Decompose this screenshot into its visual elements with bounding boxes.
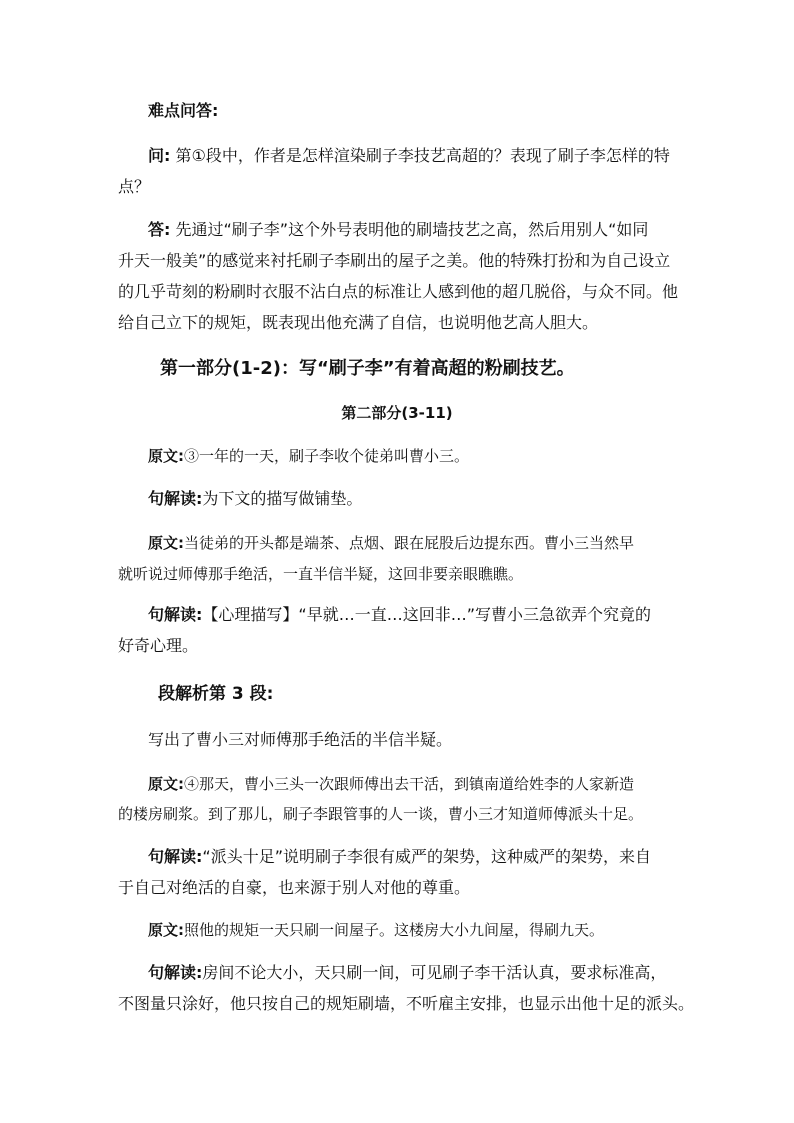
interpretation-content-3a: “派头十足”说明刷子李很有威严的架势，这种威严的架势，来自 xyxy=(202,847,651,866)
answer-line-3: 的几乎苛刻的粉刷时衣服不沾白点的标准让人感到他的超几脱俗，与众不同。他 xyxy=(118,282,679,301)
original-text-3-line-1 xyxy=(148,769,688,799)
part1-heading: 第一部分(1-2)：写“刷子李”有着高超的粉刷技艺。 xyxy=(160,358,575,379)
part2-heading: 第二部分(3-11) xyxy=(341,404,453,422)
interpretation-content-2a: 【心理描写】“早就…一直…这回非…”写曹小三急欲弄个究竟的 xyxy=(202,605,651,624)
original-text-2-line-1 xyxy=(148,528,688,558)
original-text-1 xyxy=(148,441,688,471)
answer-text-1: 先通过“刷子李”这个外号表明他的刷墙技艺之高，然后用别人“如同 xyxy=(175,220,649,239)
segment3-heading: 段解析第 3 段: xyxy=(158,684,274,704)
original-label-3: 原文: xyxy=(148,775,184,793)
interpretation-2-line-1 xyxy=(148,600,688,630)
interpretation-label-4: 句解读: xyxy=(148,963,203,982)
question-label: 问: xyxy=(148,146,171,165)
original-text-2-line-2: 就听说过师傅那手绝活，一直半信半疑，这回非要亲眼瞧瞧。 xyxy=(118,565,524,583)
question-text-1: 第①段中，作者是怎样渲染刷子李技艺高超的？表现了刷子李怎样的特 xyxy=(175,146,670,165)
original-text-3-line-2: 的楼房刷浆。到了那儿，刷子李跟管事的人一谈，曹小三才知道师傅派头十足。 xyxy=(118,805,644,823)
original-content-3a: ④那天，曹小三头一次跟师傅出去干活，到镇南道给姓李的人家新造 xyxy=(184,775,635,793)
original-label-2: 原文: xyxy=(148,534,184,552)
interpretation-label-3: 句解读: xyxy=(148,847,203,866)
interpretation-1 xyxy=(148,484,688,514)
interpretation-3-line-2: 于自己对绝活的自豪，也来源于别人对他的尊重。 xyxy=(118,878,471,897)
question-line-2: 点？ xyxy=(118,177,151,196)
original-content-1: ③一年的一天，刷子李收个徒弟叫曹小三。 xyxy=(184,447,470,465)
original-label-1: 原文: xyxy=(148,447,184,465)
answer-line-2: 升天一般美”的感觉来衬托刷子李刷出的屋子之美。他的特殊打扮和为自己设立 xyxy=(118,251,671,270)
interpretation-2-line-2: 好奇心理。 xyxy=(118,636,199,655)
answer-label: 答: xyxy=(148,220,171,239)
segment3-summary: 写出了曹小三对师傅那手绝活的半信半疑。 xyxy=(148,730,453,749)
original-content-4: 照他的规矩一天只刷一间屋子。这楼房大小九间屋，得刷九天。 xyxy=(184,921,605,939)
original-label-4: 原文: xyxy=(148,921,184,939)
interpretation-3-line-1 xyxy=(148,842,688,872)
original-content-2a: 当徒弟的开头都是端茶、点烟、跟在屁股后边提东西。曹小三当然早 xyxy=(184,534,635,552)
interpretation-label-1: 句解读: xyxy=(148,489,203,508)
heading-nandian-wenda: 难点问答: xyxy=(148,101,219,120)
original-text-4 xyxy=(148,915,688,945)
interpretation-content-1: 为下文的描写做铺垫。 xyxy=(202,489,363,508)
interpretation-4-line-1 xyxy=(148,958,688,988)
answer-line-1 xyxy=(148,215,688,245)
interpretation-content-4a: 房间不论大小，天只刷一间，可见刷子李干活认真，要求标准高， xyxy=(202,963,667,982)
question-line-1 xyxy=(148,141,688,171)
interpretation-4-line-2: 不图量只涂好，他只按自己的规矩刷墙，不听雇主安排，也显示出他十足的派头。 xyxy=(118,994,695,1013)
answer-line-4: 给自己立下的规矩，既表现出他充满了自信，也说明他艺高人胆大。 xyxy=(118,313,599,332)
interpretation-label-2: 句解读: xyxy=(148,605,203,624)
